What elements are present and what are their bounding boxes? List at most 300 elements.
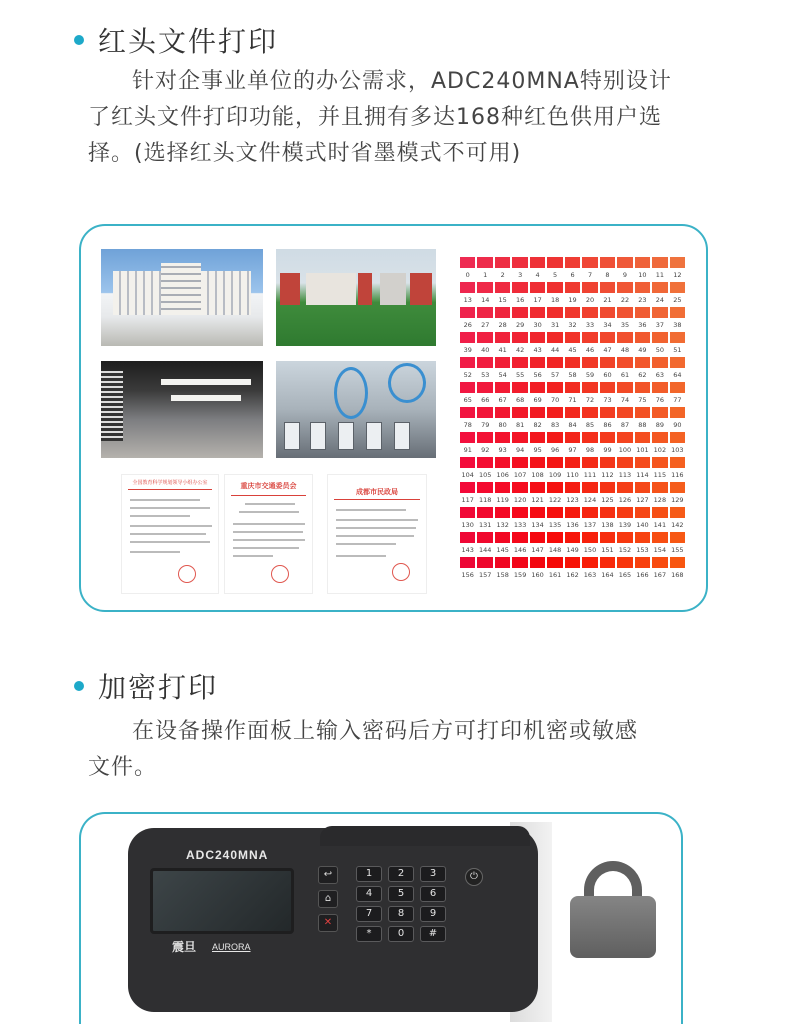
color-number-label: 30 [533,321,542,329]
color-number-label: 53 [481,371,490,379]
color-number-label: 147 [531,546,544,554]
brand-logo-en: AURORA [212,942,251,952]
stop-key-icon[interactable]: ✕ [318,914,338,932]
color-number-label: 131 [478,521,492,529]
color-number-label: 162 [566,571,579,579]
color-swatch [530,382,545,393]
color-number-label: 68 [516,396,525,404]
color-swatch [582,332,597,343]
color-swatch [652,482,667,493]
color-number-label: 47 [603,346,612,354]
color-number-label: 114 [636,471,649,479]
color-number-label: 1 [483,271,488,279]
color-swatch [652,507,667,518]
color-number-label: 78 [463,421,472,429]
color-swatch [477,257,492,268]
color-number-label: 105 [478,471,492,479]
color-swatch [477,282,492,293]
color-swatch [460,332,475,343]
color-swatch [582,382,597,393]
color-number-label: 122 [548,496,562,504]
color-number-label: 12 [673,271,682,279]
color-number-label: 151 [601,546,614,554]
color-number-label: 149 [566,546,579,554]
description-line: 在设备操作面板上输入密码后方可打印机密或敏感 [132,719,639,744]
color-swatch [617,307,632,318]
red-header-document-sample [224,474,313,594]
color-number-label: 126 [618,496,632,504]
color-swatch [530,257,545,268]
color-number-label: 22 [620,296,630,304]
color-swatch [565,307,580,318]
color-number-label: 21 [603,296,612,304]
color-number-label: 140 [636,521,649,529]
color-number-label: 141 [653,521,667,529]
color-number-label: 62 [638,371,647,379]
color-number-label: 60 [603,371,612,379]
color-number-label: 5 [553,271,558,279]
section-title-text: 加密打印 [98,671,219,704]
color-swatch [512,432,527,443]
description-line: 了红头文件打印功能，并且拥有多达168种红色供用户选 [88,105,662,130]
color-number-label: 153 [636,546,649,554]
color-number-label: 41 [498,346,507,354]
color-swatch [565,507,580,518]
color-number-label: 40 [481,346,490,354]
color-swatch [547,457,562,468]
color-swatch [477,457,492,468]
color-swatch [565,457,580,468]
color-number-label: 130 [461,521,474,529]
color-swatch [565,332,580,343]
section-description [88,714,728,786]
keypad-key[interactable]: 9 [420,906,446,922]
color-number-label: 42 [516,346,525,354]
color-swatch [495,257,510,268]
color-number-label: 44 [550,346,560,354]
description-line: 择。(选择红头文件模式时省墨模式不可用) [88,141,522,166]
color-swatch [670,557,685,568]
home-key-icon[interactable]: ⌂ [318,890,338,908]
color-swatch [460,282,475,293]
color-swatch [670,432,685,443]
color-swatch [635,407,650,418]
color-swatch [617,432,632,443]
color-swatch [617,382,632,393]
color-swatch [477,532,492,543]
color-number-label: 144 [478,546,492,554]
color-number-label: 148 [548,546,562,554]
color-number-label: 128 [653,496,667,504]
color-number-label: 15 [498,296,507,304]
color-number-label: 163 [583,571,597,579]
bullet-dot-icon [74,35,84,45]
color-swatch [652,557,667,568]
color-swatch [477,332,492,343]
color-number-label: 97 [568,446,577,454]
color-number-label: 99 [603,446,612,454]
color-swatch [582,257,597,268]
color-swatch [582,507,597,518]
color-number-label: 38 [673,321,682,329]
color-swatch [635,482,650,493]
seal-icon [392,563,410,581]
color-swatch [600,432,615,443]
color-number-label: 102 [653,446,667,454]
keypad-key[interactable]: 7 [356,906,382,922]
color-number-label: 94 [516,446,525,454]
color-swatch [565,557,580,568]
color-swatch [530,432,545,443]
power-button-icon[interactable]: ⏻ [465,868,483,886]
color-swatch [565,257,580,268]
color-swatch [652,332,667,343]
color-number-label: 127 [636,496,649,504]
color-number-label: 123 [566,496,579,504]
color-number-label: 35 [620,321,630,329]
color-swatch [565,532,580,543]
color-swatch [512,382,527,393]
color-number-label: 156 [461,571,474,579]
color-number-label: 39 [463,346,472,354]
color-swatch [670,507,685,518]
color-swatch [495,307,510,318]
color-number-label: 88 [638,421,647,429]
bullet-dot-icon [74,681,84,691]
keypad-key[interactable]: 1 [356,866,382,882]
color-swatch [670,382,685,393]
color-swatch [460,532,475,543]
keypad-key[interactable]: 6 [420,886,446,902]
color-number-label: 124 [583,496,597,504]
color-swatch [460,557,475,568]
color-swatch [512,532,527,543]
color-swatch [652,257,667,268]
color-swatch [652,382,667,393]
color-number-label: 10 [638,271,647,279]
color-swatch [582,457,597,468]
color-swatch [512,307,527,318]
color-swatch [617,257,632,268]
color-number-label: 43 [533,346,542,354]
color-number-label: 115 [653,471,667,479]
color-number-label: 24 [655,296,665,304]
color-number-label: 85 [585,421,595,429]
color-swatch [565,482,580,493]
color-swatch [495,507,510,518]
keypad-key[interactable]: * [356,926,382,942]
keypad-key[interactable]: 4 [356,886,382,902]
color-number-label: 161 [548,571,562,579]
color-swatch [600,557,615,568]
color-number-label: 51 [673,346,682,354]
color-number-label: 119 [496,496,509,504]
seal-icon [271,565,289,583]
color-number-label: 107 [513,471,527,479]
padlock-icon [570,896,656,958]
color-swatch [652,407,667,418]
color-number-label: 61 [620,371,630,379]
color-swatch [635,557,650,568]
color-number-label: 80 [498,421,507,429]
color-swatch [547,332,562,343]
color-swatch [582,432,597,443]
color-swatch [582,282,597,293]
color-swatch [547,482,562,493]
color-number-label: 104 [461,471,474,479]
color-swatch [670,332,685,343]
color-swatch [460,432,475,443]
color-swatch [512,482,527,493]
seal-icon [178,565,196,583]
color-swatch [652,282,667,293]
color-swatch [652,432,667,443]
color-number-label: 19 [568,296,577,304]
color-swatch [670,282,685,293]
color-swatch [495,357,510,368]
color-swatch [477,432,492,443]
color-number-label: 63 [655,371,665,379]
color-swatch [670,357,685,368]
color-swatch [460,257,475,268]
color-swatch [652,357,667,368]
color-swatch [565,407,580,418]
color-swatch [582,532,597,543]
description-line: 文件。 [88,755,158,780]
color-number-label: 113 [618,471,632,479]
brand-logo-cn: 震旦 [172,940,197,954]
color-number-label: 64 [673,371,682,379]
color-number-label: 18 [550,296,560,304]
color-swatch [547,407,562,418]
color-swatch [547,532,562,543]
printer-model-label: ADC240MNA [186,848,269,862]
school-campus-photo [276,249,436,346]
color-number-label: 82 [533,421,542,429]
color-number-label: 59 [585,371,595,379]
color-number-label: 46 [585,346,595,354]
keypad-key[interactable]: 8 [388,906,414,922]
color-number-label: 48 [620,346,630,354]
color-number-label: 164 [601,571,614,579]
color-number-label: 137 [583,521,597,529]
color-swatch [512,407,527,418]
color-number-label: 84 [568,421,577,429]
color-number-label: 6 [570,271,575,279]
color-number-label: 96 [550,446,560,454]
color-number-label: 111 [583,471,597,479]
color-number-label: 152 [618,546,632,554]
color-number-label: 116 [671,471,684,479]
color-number-label: 75 [638,396,647,404]
color-swatch [600,257,615,268]
color-swatch [512,507,527,518]
color-swatch [582,557,597,568]
color-swatch [565,357,580,368]
color-swatch [617,557,632,568]
color-swatch [670,257,685,268]
color-number-label: 139 [618,521,632,529]
panel-display-screen [150,868,294,934]
color-number-label: 79 [481,421,490,429]
color-number-label: 76 [655,396,665,404]
color-swatch [547,307,562,318]
color-swatch [547,257,562,268]
keypad-key[interactable]: 2 [388,866,414,882]
color-number-label: 87 [620,421,630,429]
color-swatch [460,457,475,468]
color-swatch [617,282,632,293]
document-header-text: 全国教育科学规划领导小组办公室 [132,480,208,486]
color-number-label: 31 [550,321,560,329]
color-number-label: 92 [481,446,490,454]
color-number-label: 33 [585,321,595,329]
color-number-label: 81 [516,421,525,429]
color-number-label: 98 [585,446,595,454]
color-swatch [582,357,597,368]
color-number-label: 89 [655,421,665,429]
color-number-label: 7 [587,271,593,279]
color-number-label: 109 [548,471,562,479]
color-number-label: 52 [463,371,472,379]
color-swatch [635,357,650,368]
color-number-label: 129 [671,496,684,504]
color-number-label: 112 [601,471,614,479]
color-number-label: 135 [548,521,562,529]
color-number-label: 146 [513,546,527,554]
color-swatch [495,557,510,568]
factory-production-line-photo [276,361,436,458]
color-number-label: 154 [653,546,667,554]
color-swatch [617,357,632,368]
color-swatch [582,307,597,318]
color-swatch [495,457,510,468]
keypad-key[interactable]: 5 [388,886,414,902]
color-swatch [617,407,632,418]
color-number-label: 27 [481,321,490,329]
color-number-label: 150 [583,546,597,554]
color-swatch [495,407,510,418]
color-number-label: 159 [513,571,527,579]
color-number-label: 77 [673,396,682,404]
color-swatch [565,432,580,443]
color-number-label: 9 [622,271,628,279]
color-number-label: 101 [636,446,649,454]
color-swatch [635,432,650,443]
color-number-label: 13 [463,296,472,304]
color-swatch [477,407,492,418]
color-number-label: 100 [618,446,632,454]
color-number-label: 56 [533,371,542,379]
color-number-label: 132 [496,521,509,529]
color-swatch [635,332,650,343]
back-key-icon[interactable]: ↩ [318,866,338,884]
color-swatch [600,332,615,343]
color-swatch [652,457,667,468]
color-number-label: 83 [550,421,560,429]
color-swatch [460,307,475,318]
color-swatch [670,532,685,543]
red-header-document-sample [327,474,427,594]
color-swatch [530,532,545,543]
color-number-label: 0 [465,271,470,279]
description-line: 针对企事业单位的办公需求，ADC240MNA特别设计 [132,69,672,94]
color-swatch [530,407,545,418]
color-number-label: 74 [620,396,630,404]
color-number-label: 8 [605,271,610,279]
color-swatch [477,507,492,518]
color-number-label: 20 [585,296,595,304]
color-number-label: 57 [550,371,560,379]
color-swatch [635,382,650,393]
color-number-label: 11 [655,271,665,279]
color-number-label: 125 [601,496,614,504]
keypad-key[interactable]: 3 [420,866,446,882]
document-header-text: 成都市民政局 [356,488,398,496]
color-swatch [460,357,475,368]
panel-raised-section [320,826,530,846]
color-number-label: 50 [655,346,665,354]
color-swatch [600,507,615,518]
color-swatch [652,307,667,318]
color-swatch [635,257,650,268]
section-title-secure-print [74,666,218,706]
color-swatch [547,382,562,393]
color-swatch [565,282,580,293]
color-swatch [600,407,615,418]
color-swatch [635,457,650,468]
color-swatch [477,382,492,393]
color-number-label: 23 [638,296,647,304]
color-swatch [512,357,527,368]
color-number-label: 70 [550,396,560,404]
color-number-label: 69 [533,396,542,404]
color-number-label: 29 [516,321,525,329]
color-number-label: 91 [463,446,472,454]
color-swatch [495,332,510,343]
color-swatch [460,482,475,493]
color-number-label: 108 [531,471,544,479]
color-swatch [460,507,475,518]
color-number-label: 136 [566,521,579,529]
color-number-label: 134 [531,521,544,529]
color-swatch [495,482,510,493]
color-swatch [600,307,615,318]
section-title-red-header-print [74,20,278,60]
color-swatch [547,357,562,368]
color-swatch [477,357,492,368]
keypad-key[interactable]: # [420,926,446,942]
color-number-label: 65 [463,396,472,404]
color-number-label: 37 [655,321,665,329]
color-swatch [670,482,685,493]
color-number-label: 121 [531,496,544,504]
color-swatch [582,407,597,418]
color-number-label: 165 [618,571,632,579]
color-swatch [495,432,510,443]
color-number-label: 49 [638,346,647,354]
color-number-label: 45 [568,346,577,354]
color-swatch [547,507,562,518]
color-number-label: 67 [498,396,507,404]
keypad-key[interactable]: 0 [388,926,414,942]
color-swatch [512,457,527,468]
color-swatch [600,482,615,493]
color-number-label: 16 [516,296,525,304]
color-number-label: 95 [533,446,542,454]
red-header-document-sample [121,474,219,594]
color-swatch [670,457,685,468]
